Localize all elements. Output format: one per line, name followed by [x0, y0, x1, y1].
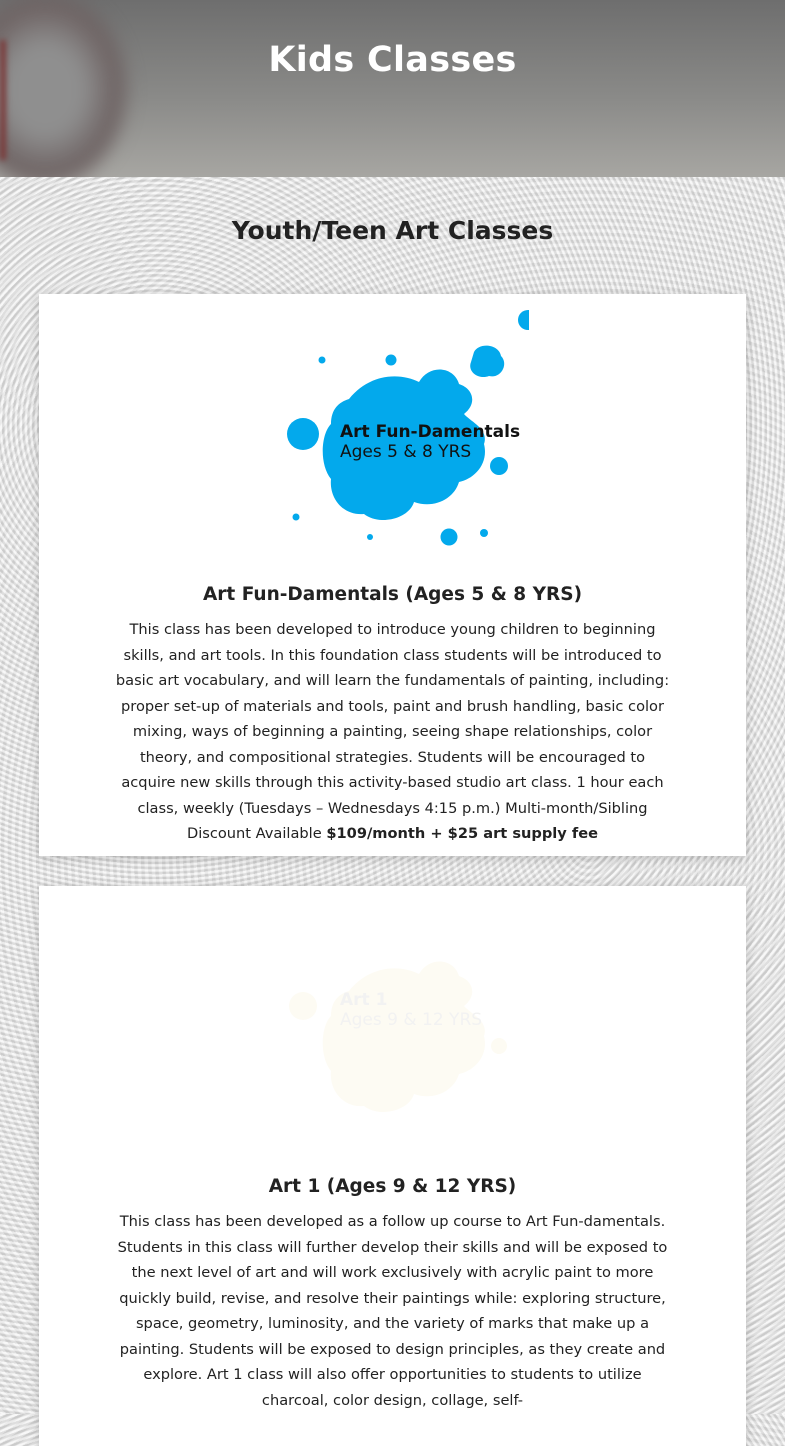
description-text: This class has been developed as a follow up course to Art Fun-damentals. Students in this class will further develop their skills and will be exposed to the next level of art and will work exclusively with acrylic paint to more quickly build, revise, and resolve their paintings while: exploring structure, space, geometry, luminosity, and the variety of marks that make up a painting. Students will be exposed to design principles, as they create and explore. Art 1 class will also offer opportunities to students to utilize charcoal, color design, collage, self- — [117, 1213, 668, 1409]
class-title: Art Fun-Damentals (Ages 5 & 8 YRS) — [202, 584, 583, 605]
splash-label — [340, 422, 520, 462]
class-description — [114, 617, 671, 847]
class-card-art-fundamentals — [39, 294, 746, 856]
page-title: Kids Classes — [268, 40, 517, 80]
class-title: Art 1 (Ages 9 & 12 YRS) — [268, 1176, 517, 1197]
class-description — [114, 1209, 671, 1413]
splash-subtitle: Ages 9 & 12 YRS — [340, 1010, 483, 1030]
hero-banner — [0, 0, 785, 177]
hero-background-image — [0, 0, 130, 177]
splash-label — [340, 990, 482, 1030]
section-title: Youth/Teen Art Classes — [231, 216, 554, 245]
description-text: This class has been developed to introduce young children to beginning skills, and art tools. In this foundation class students will be introduced to basic art vocabulary, and will learn the fundamentals of painting, including: proper set-up of materials and tools, paint and brush handling, basic color mixing, ways of beginning a painting, seeing shape relationships, color theory, and compositional strategies. Students will be encouraged to acquire new skills through this activity-based studio art class. 1 hour each class, weekly (Tuesdays – Wednesdays 4:15 p.m.) Multi-month/Sibling Discount Available — [115, 621, 670, 842]
splash-title: Art 1 — [340, 990, 388, 1010]
class-price: $109/month + $25 art supply fee — [326, 825, 599, 842]
splash-title: Art Fun-Damentals — [340, 422, 521, 442]
splash-subtitle: Ages 5 & 8 YRS — [340, 442, 472, 462]
class-card-art-1 — [39, 886, 746, 1446]
